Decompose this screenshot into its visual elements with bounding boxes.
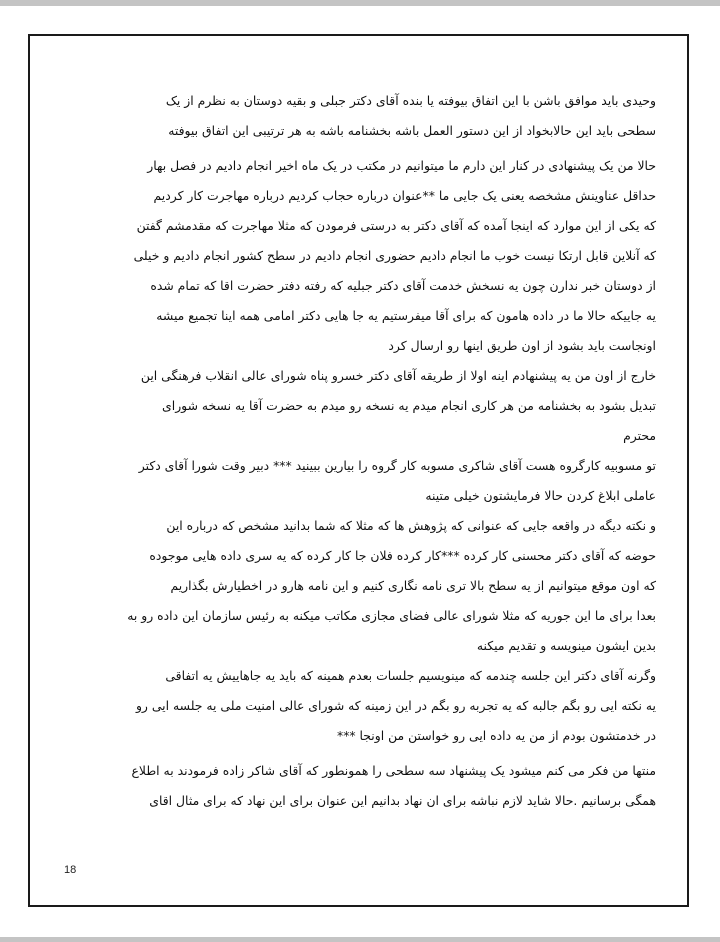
text-line: تو مسوبیه کارگروه هست آقای شاکری مسوبه کار گروه را بیارین ببینید *** دبیر وقت شورا آقای دکتر bbox=[138, 458, 656, 473]
paragraph-1 bbox=[66, 86, 656, 146]
text-line: تبدیل بشود به بخشنامه من هر کاری انجام میدم یه نسخه رو میدم به حضرت آقا یه نسخه شورای bbox=[162, 398, 656, 413]
paragraph-7 bbox=[66, 661, 656, 751]
text-line: اونجاست باید بشود از اون طریق اینها رو ارسال کرد bbox=[388, 338, 656, 353]
paragraph-3 bbox=[66, 361, 656, 451]
viewer-bottom-strip bbox=[0, 937, 720, 942]
text-line: عاملی ابلاغ کردن حالا فرمایشتون خیلی متینه bbox=[425, 488, 656, 503]
text-line: بعدا برای ما این جوریه که مثلا شورای عالی فضای مجازی مکاتب میکنه به رئیس سازمان این داده رو به bbox=[127, 608, 656, 623]
text-line: همگی برسانیم .حالا شاید لازم نباشه برای ان نهاد بدانیم این عنوان برای این نهاد که برای مثال اقای bbox=[149, 793, 656, 808]
document-page bbox=[28, 34, 689, 907]
paragraph-4 bbox=[66, 451, 656, 511]
paragraph-5 bbox=[66, 511, 656, 601]
text-line: و نکته دیگه در واقعه جایی که عنوانی که پژوهش ها که مثلا که شما بدانید مشخص که درباره این bbox=[166, 518, 656, 533]
viewer-top-strip bbox=[0, 0, 720, 6]
text-line: منتها من فکر می کنم میشود یک پیشنهاد سه سطحی را همونطور که آقای شاکر زاده فرمودند به اطلاع bbox=[131, 763, 656, 778]
text-line: بدین ایشون مینویسه و تقدیم میکنه bbox=[476, 638, 656, 653]
text-line: حداقل عناوینش مشخصه یعنی یک جایی ما **عنوان درباره حجاب کردیم درباره مهاجرت کار کردیم bbox=[153, 188, 656, 203]
text-line: حوضه که آقای دکتر محسنی کار کرده ***کار کرده فلان جا کار کرده که یه سری داده هایی موجوده bbox=[149, 548, 656, 563]
text-line: وحیدی باید موافق باشن با این اتفاق بیوفته یا بنده آقای دکتر جبلی و بقیه دوستان به نظرم از یک bbox=[165, 93, 656, 108]
text-line: که یکی از این موارد که اینجا آمده که آقای دکتر به درستی فرمودن که مثلا مهاجرت که مقدمشم گفتن bbox=[136, 218, 656, 233]
text-line: از دوستان خبر ندارن چون یه نسخش خدمت آقای دکتر جبلیه که رفته دفتر حضرت اقا که تمام شده bbox=[150, 278, 656, 293]
paragraph-8 bbox=[66, 756, 656, 816]
text-line: که آنلاین قابل ارتکا نیست خوب ما انجام دادیم حضوری انجام دادیم در سطح کشور انجام دادیم و خیلی bbox=[133, 248, 656, 263]
text-line: در خدمتشون بودم از من یه داده ایی رو خواستن من اونجا *** bbox=[337, 728, 656, 743]
text-line: وگرنه آقای دکتر این جلسه چندمه که مینویسیم جلسات بعدم همینه که باید یه جاهاییش یه اتفاقی bbox=[165, 668, 656, 683]
text-line: خارج از اون من یه پیشنهادم اینه اولا از طریقه آقای دکتر خسرو پناه شورای عالی انقلاب فرهنگی این bbox=[140, 368, 656, 383]
page-body-text bbox=[66, 86, 656, 816]
text-line: یه نکته ایی رو بگم جالبه که یه تجربه رو بگم در این زمینه که شورای عالی امنیت ملی یه جلسه ایی رو bbox=[135, 698, 656, 713]
page-number: 18 bbox=[64, 864, 77, 876]
text-line: سطحی باید این حالابخواد از این دستور العمل باشه بخشنامه باشه به هر ترتیبی این اتفاق بیوفته bbox=[168, 123, 656, 138]
text-line: یه جاییکه حالا ما در داده هامون که برای آقا میفرستیم یه جا هایی دکتر امامی همه اینا تجمیع میشه bbox=[156, 308, 656, 323]
paragraph-2 bbox=[66, 151, 656, 361]
text-line: که اون موقع میتوانیم از یه سطح بالا تری نامه نگاری کنیم و این نامه هارو در اخطیارش بگذاریم bbox=[170, 578, 656, 593]
paragraph-6 bbox=[66, 601, 656, 661]
text-line: حالا من یک پیشنهادی در کنار این دارم ما میتوانیم در مکتب در یک ماه اخیر انجام دادیم در فصل بهار bbox=[147, 158, 656, 173]
text-line: محترم bbox=[623, 428, 656, 443]
